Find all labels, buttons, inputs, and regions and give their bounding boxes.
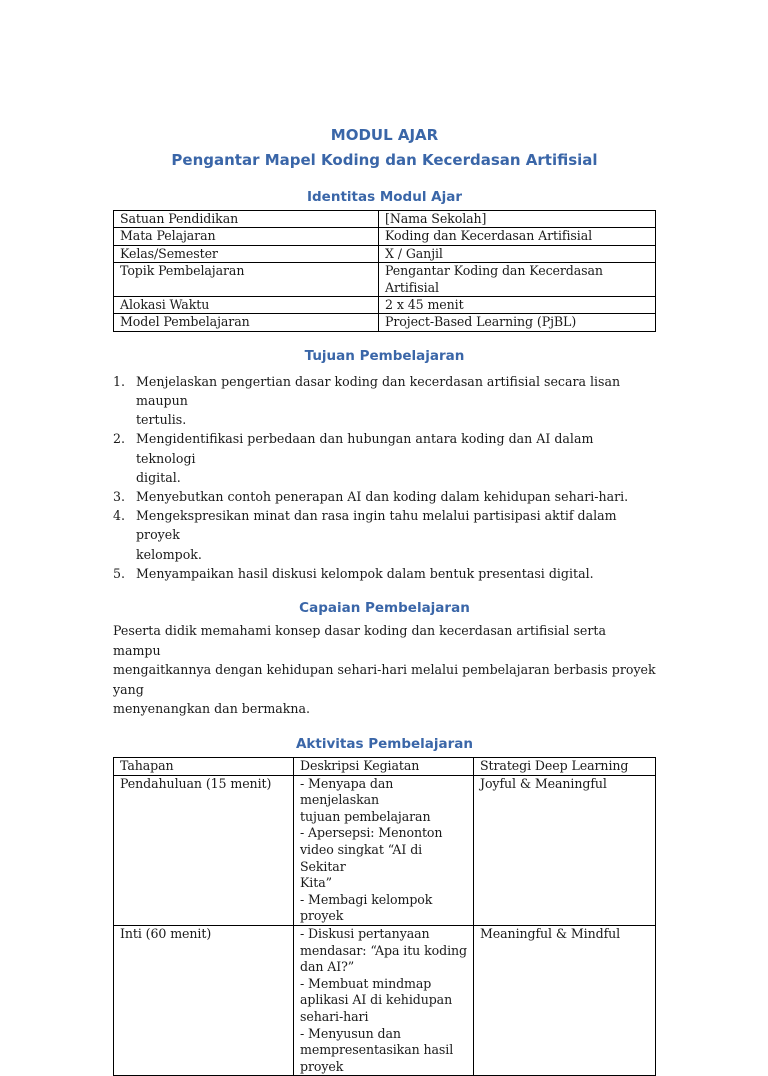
identity-row xyxy=(114,245,656,262)
activity-column-header: Deskripsi Kegiatan xyxy=(294,758,474,776)
goals-heading: Tujuan Pembelajaran xyxy=(304,347,465,364)
goal-line: Mengekspresikan minat dan rasa ingin tahu melalui partisipasi aktif dalam proyek xyxy=(136,508,617,543)
goal-line: Menyampaikan hasil diskusi kelompok dalam bentuk presentasi digital. xyxy=(136,565,594,581)
goal-number: 4. xyxy=(113,508,126,524)
achievement-line: menyenangkan dan bermakna. xyxy=(113,701,311,717)
document-subtitle: Pengantar Mapel Koding dan Kecerdasan Artifisial xyxy=(171,151,598,169)
goal-item xyxy=(113,487,656,506)
activity-description-line: - Membuat mindmap xyxy=(300,975,432,991)
activity-description-line: tujuan pembelajaran xyxy=(300,808,431,824)
activities-heading: Aktivitas Pembelajaran xyxy=(295,736,474,753)
activity-description-line: - Menyusun dan xyxy=(300,1025,401,1041)
identity-label: Model Pembelajaran xyxy=(114,314,379,331)
identity-row xyxy=(114,314,656,331)
activity-strategy: Meaningful & Mindful xyxy=(474,925,656,1075)
identity-label: Satuan Pendidikan xyxy=(114,211,379,228)
identity-value: Pengantar Koding dan Kecerdasan Artifisial xyxy=(379,263,656,297)
activity-description-line: mempresentasikan hasil xyxy=(300,1042,454,1058)
activity-description-line: aplikasi AI di kehidupan xyxy=(300,992,453,1008)
activity-row xyxy=(114,925,656,1075)
activity-description-line: mendasar: “Apa itu koding xyxy=(300,942,467,958)
goal-line: digital. xyxy=(136,469,181,485)
activity-description-line: - Apersepsi: Menonton xyxy=(300,825,443,841)
goal-number: 5. xyxy=(113,565,126,581)
identity-row xyxy=(114,211,656,228)
goal-item xyxy=(113,564,656,583)
identity-label: Mata Pelajaran xyxy=(114,228,379,245)
activity-stage: Pendahuluan (15 menit) xyxy=(114,775,294,925)
goal-line: Mengidentifikasi perbedaan dan hubungan antara koding dan AI dalam teknologi xyxy=(136,431,594,466)
activity-table xyxy=(113,757,656,1076)
achievement-heading: Capaian Pembelajaran xyxy=(299,600,470,617)
activity-description-line: - Membagi kelompok xyxy=(300,891,433,907)
identity-label: Kelas/Semester xyxy=(114,245,379,262)
activity-description xyxy=(294,775,474,925)
goal-item xyxy=(113,429,656,487)
achievement-paragraph xyxy=(113,621,656,719)
identity-value: Koding dan Kecerdasan Artifisial xyxy=(379,228,656,245)
identity-label: Alokasi Waktu xyxy=(114,297,379,314)
activity-description-line: video singkat “AI di Sekitar xyxy=(300,842,423,874)
goal-line: tertulis. xyxy=(136,412,187,428)
achievement-line: Peserta didik memahami konsep dasar koding dan kecerdasan artifisial serta mampu xyxy=(113,623,606,658)
goal-number: 3. xyxy=(113,489,126,505)
goals-list xyxy=(113,372,656,583)
identity-heading: Identitas Modul Ajar xyxy=(307,189,462,205)
identity-value: X / Ganjil xyxy=(379,245,656,262)
identity-row xyxy=(114,228,656,245)
activity-column-header: Strategi Deep Learning xyxy=(474,758,656,776)
activity-description-line: - Diskusi pertanyaan xyxy=(300,925,430,941)
identity-value: Project-Based Learning (PjBL) xyxy=(379,314,656,331)
identity-table xyxy=(113,210,656,332)
identity-row xyxy=(114,263,656,297)
document-page xyxy=(113,122,656,1076)
activity-header-row xyxy=(114,758,656,776)
identity-label: Topik Pembelajaran xyxy=(114,263,379,297)
goal-line: Menyebutkan contoh penerapan AI dan koding dalam kehidupan sehari-hari. xyxy=(136,489,629,505)
goal-item xyxy=(113,372,656,430)
document-title: MODUL AJAR xyxy=(330,126,439,144)
goal-item xyxy=(113,506,656,564)
identity-value: 2 x 45 menit xyxy=(379,297,656,314)
goal-number: 2. xyxy=(113,431,126,447)
activity-description-line: proyek xyxy=(300,1058,344,1074)
activity-description-line: - Menyapa dan menjelaskan xyxy=(300,775,394,808)
activity-description-line: sehari-hari xyxy=(300,1008,369,1024)
goal-number: 1. xyxy=(113,373,126,389)
activity-row xyxy=(114,775,656,925)
activity-strategy: Joyful & Meaningful xyxy=(474,775,656,925)
activity-column-header: Tahapan xyxy=(114,758,294,776)
activity-description-line: proyek xyxy=(300,908,344,924)
activity-description-line: Kita” xyxy=(300,875,332,891)
goal-line: Menjelaskan pengertian dasar koding dan kecerdasan artifisial secara lisan maupun xyxy=(136,373,621,409)
achievement-line: mengaitkannya dengan kehidupan sehari-hari melalui pembelajaran berbasis proyek yang xyxy=(113,662,656,697)
activity-description xyxy=(294,925,474,1075)
goal-line: kelompok. xyxy=(136,546,202,562)
activity-description-line: dan AI?” xyxy=(300,959,355,975)
identity-row xyxy=(114,297,656,314)
identity-value: [Nama Sekolah] xyxy=(379,211,656,228)
activity-stage: Inti (60 menit) xyxy=(114,925,294,1075)
